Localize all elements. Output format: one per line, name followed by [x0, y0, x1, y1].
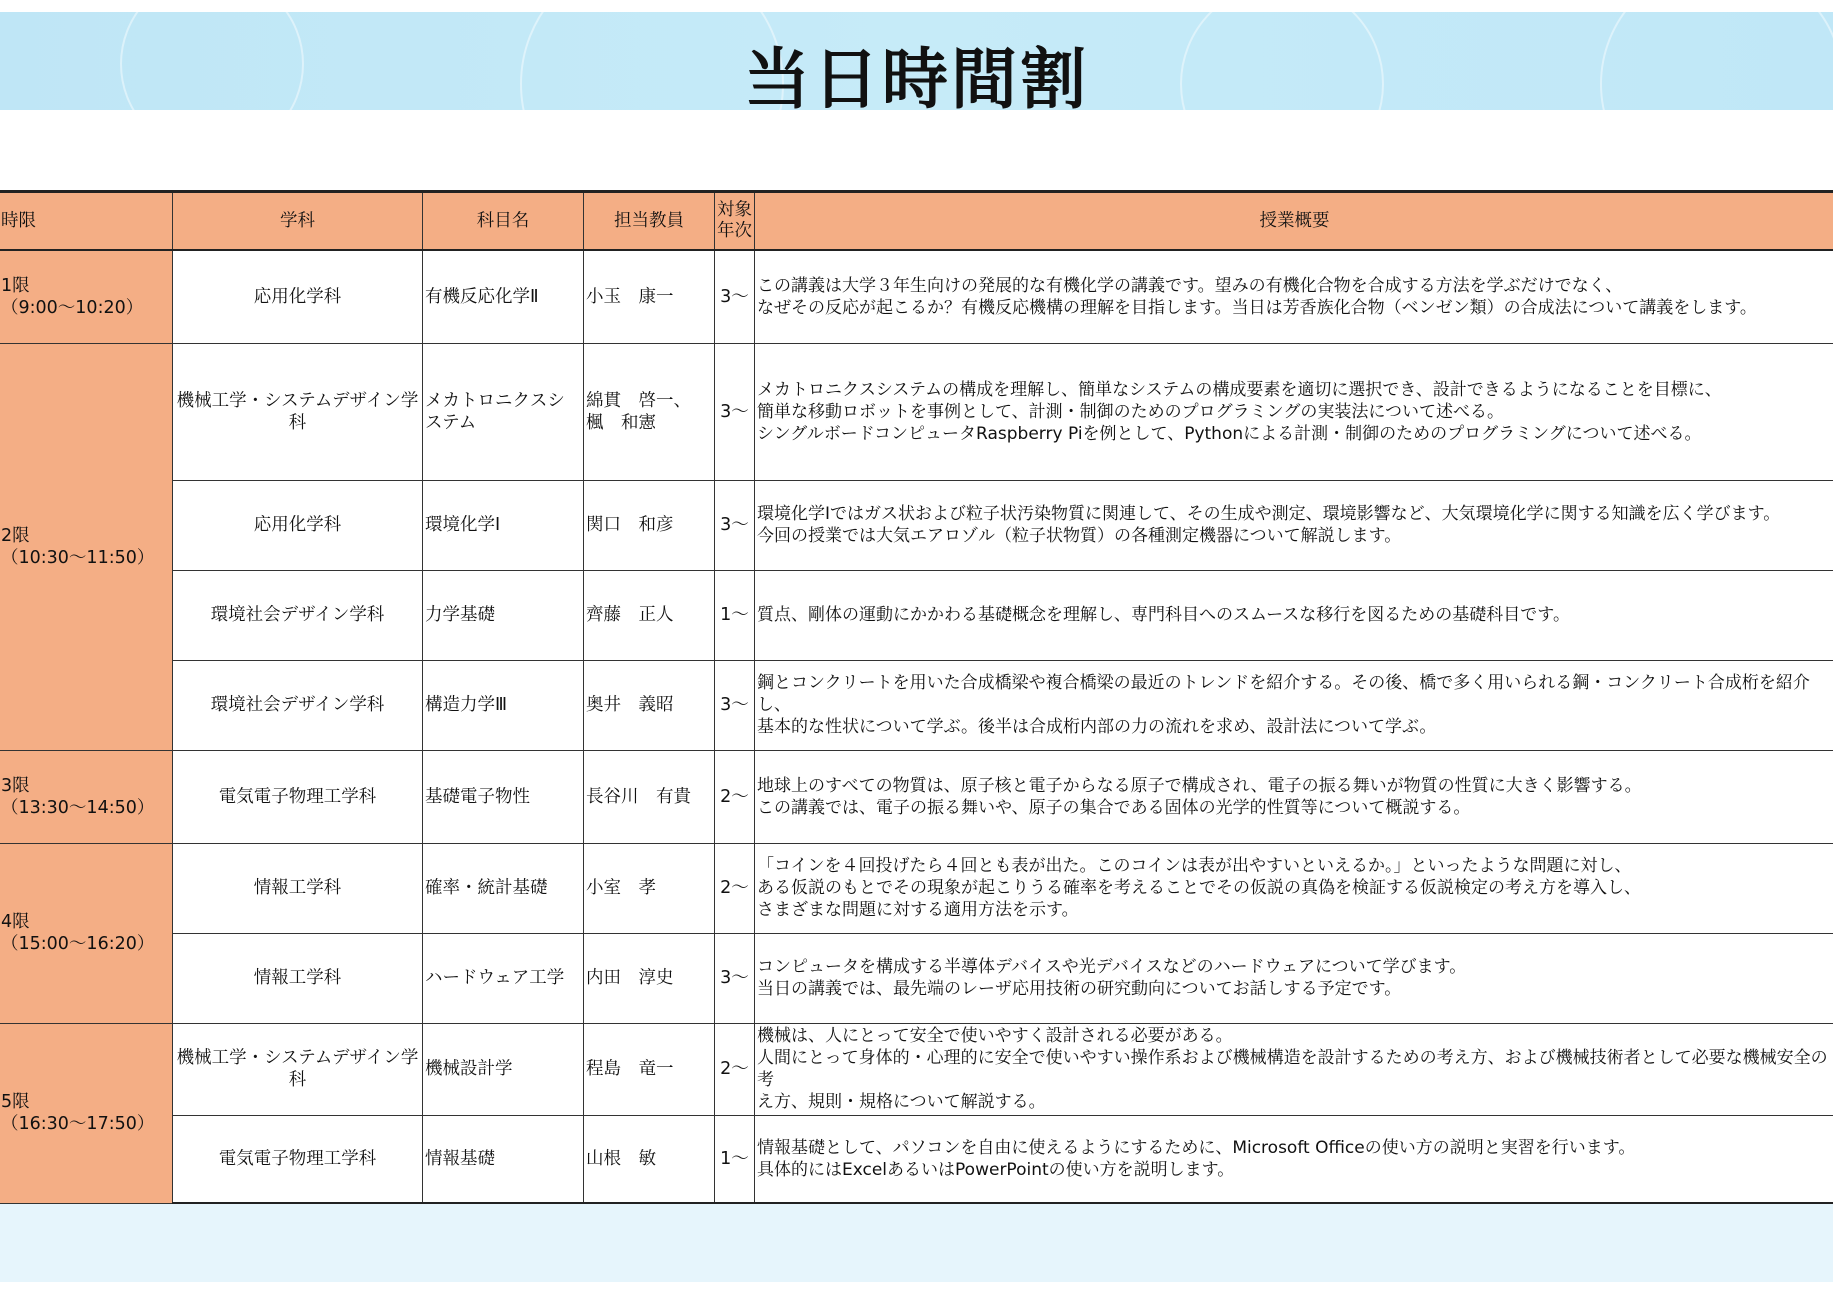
title-banner: [0, 12, 1833, 118]
year-cell: 3～: [715, 933, 755, 1023]
teacher-cell: 奥井 義昭: [584, 660, 715, 750]
department-cell: 環境社会デザイン学科: [173, 660, 423, 750]
header-period: 時限: [0, 192, 173, 251]
teacher-cell: 内田 淳史: [584, 933, 715, 1023]
table-row: [0, 933, 1833, 1023]
subject-cell: 情報基礎: [423, 1115, 584, 1203]
table-row: [0, 250, 1833, 343]
subject-cell: メカトロニクスシステム: [423, 343, 584, 480]
header-subject: 科目名: [423, 192, 584, 251]
footer-band: [0, 1204, 1833, 1282]
period-time: （13:30～14:50）: [1, 797, 155, 818]
period-time: （9:00～10:20）: [1, 297, 144, 318]
period-label: 2限: [1, 525, 30, 546]
subject-cell: 機械設計学: [423, 1023, 584, 1115]
subject-cell: 構造力学Ⅲ: [423, 660, 584, 750]
table-row: [0, 1115, 1833, 1203]
overview-cell: 機械は、人にとって安全で使いやすく設計される必要がある。 人間にとって身体的・心理的に安全で使いやすい操作系および機械構造を設計するための考え方、および機械技術者として必要な機械安全の考 え方、規則・規格について解説する。: [755, 1023, 1833, 1115]
year-cell: 2～: [715, 1023, 755, 1115]
overview-cell: 質点、剛体の運動にかかわる基礎概念を理解し、専門科目へのスムースな移行を図るための基礎科目です。: [755, 570, 1833, 660]
overview-cell: 「コインを４回投げたら４回とも表が出た。このコインは表が出やすいといえるか。」といったような問題に対し、 ある仮説のもとでその現象が起こりうる確率を考えることでその仮説の真偽を検証する仮説検定の考え方を導入し、 さまざまな問題に対する適用方法を示す。: [755, 843, 1833, 933]
teacher-cell: 小室 孝: [584, 843, 715, 933]
department-cell: 情報工学科: [173, 843, 423, 933]
department-cell: 応用化学科: [173, 480, 423, 570]
period-label: 3限: [1, 775, 30, 796]
table-row: [0, 750, 1833, 843]
department-cell: 情報工学科: [173, 933, 423, 1023]
page-title: 当日時間割: [744, 41, 1089, 118]
header-overview: 授業概要: [755, 192, 1833, 251]
teacher-cell: 長谷川 有貴: [584, 750, 715, 843]
header-teacher: 担当教員: [584, 192, 715, 251]
department-cell: 機械工学・システムデザイン学科: [173, 1023, 423, 1115]
subject-cell: 有機反応化学Ⅱ: [423, 250, 584, 343]
overview-cell: 鋼とコンクリートを用いた合成橋梁や複合橋梁の最近のトレンドを紹介する。その後、橋で多く用いられる鋼・コンクリート合成桁を紹介し、 基本的な性状について学ぶ。後半は合成桁内部の力の流れを求め、設計法について学ぶ。: [755, 660, 1833, 750]
year-cell: 1～: [715, 570, 755, 660]
overview-cell: この講義は大学３年生向けの発展的な有機化学の講義です。望みの有機化合物を合成する方法を学ぶだけでなく、 なぜその反応が起こるか？有機反応機構の理解を目指します。当日は芳香族化合物（ベンゼン類）の合成法について講義をします。: [755, 250, 1833, 343]
overview-cell: メカトロニクスシステムの構成を理解し、簡単なシステムの構成要素を適切に選択でき、設計できるようになることを目標に、 簡単な移動ロボットを事例として、計測・制御のためのプログラミングの実装法について述べる。 シングルボードコンピュータRaspberry Piを例として、Pythonによる計測・制御のためのプログラミングについて述べる。: [755, 343, 1833, 480]
period-cell: [0, 250, 173, 343]
department-cell: 環境社会デザイン学科: [173, 570, 423, 660]
subject-cell: 基礎電子物性: [423, 750, 584, 843]
year-cell: 3～: [715, 480, 755, 570]
teacher-cell: 山根 敏: [584, 1115, 715, 1203]
period-time: （15:00～16:20）: [1, 934, 155, 954]
table-row: [0, 843, 1833, 933]
period-label: 4限: [1, 912, 30, 932]
timetable: [0, 190, 1833, 1205]
table-row: [0, 480, 1833, 570]
period-label: 5限: [1, 1092, 30, 1112]
year-cell: 2～: [715, 843, 755, 933]
overview-cell: 環境化学Ⅰではガス状および粒子状汚染物質に関連して、その生成や測定、環境影響など、大気環境化学に関する知識を広く学びます。 今回の授業では大気エアロゾル（粒子状物質）の各種測定機器について解説します。: [755, 480, 1833, 570]
overview-cell: 地球上のすべての物質は、原子核と電子からなる原子で構成され、電子の振る舞いが物質の性質に大きく影響する。 この講義では、電子の振る舞いや、原子の集合である固体の光学的性質等について概説する。: [755, 750, 1833, 843]
period-cell: [0, 343, 173, 750]
year-cell: 3～: [715, 250, 755, 343]
table-header-row: [0, 192, 1833, 251]
department-cell: 電気電子物理工学科: [173, 1115, 423, 1203]
department-cell: 機械工学・システムデザイン学科: [173, 343, 423, 480]
table-row: [0, 343, 1833, 480]
subject-cell: 確率・統計基礎: [423, 843, 584, 933]
overview-cell: コンピュータを構成する半導体デバイスや光デバイスなどのハードウェアについて学びます。 当日の講義では、最先端のレーザ応用技術の研究動向についてお話しする予定です。: [755, 933, 1833, 1023]
teacher-cell: 小玉 康一: [584, 250, 715, 343]
period-label: 1限: [1, 275, 30, 296]
period-cell: [0, 1023, 173, 1203]
department-cell: 電気電子物理工学科: [173, 750, 423, 843]
table-row: [0, 570, 1833, 660]
period-cell: [0, 843, 173, 1023]
table-row: [0, 660, 1833, 750]
period-time: （16:30～17:50）: [1, 1114, 155, 1134]
header-department: 学科: [173, 192, 423, 251]
department-cell: 応用化学科: [173, 250, 423, 343]
subject-cell: ハードウェア工学: [423, 933, 584, 1023]
subject-cell: 環境化学Ⅰ: [423, 480, 584, 570]
teacher-cell: 綿貫 啓一、 楓 和憲: [584, 343, 715, 480]
year-cell: 1～: [715, 1115, 755, 1203]
teacher-cell: 関口 和彦: [584, 480, 715, 570]
header-year: 対象年次: [715, 192, 755, 251]
subject-cell: 力学基礎: [423, 570, 584, 660]
year-cell: 3～: [715, 343, 755, 480]
year-cell: 3～: [715, 660, 755, 750]
period-time: （10:30～11:50）: [1, 547, 155, 568]
teacher-cell: 程島 竜一: [584, 1023, 715, 1115]
table-row: [0, 1023, 1833, 1115]
year-cell: 2～: [715, 750, 755, 843]
overview-cell: 情報基礎として、パソコンを自由に使えるようにするために、Microsoft Officeの使い方の説明と実習を行います。 具体的にはExcelあるいはPowerPointの使い方を説明します。: [755, 1115, 1833, 1203]
teacher-cell: 齊藤 正人: [584, 570, 715, 660]
period-cell: [0, 750, 173, 843]
